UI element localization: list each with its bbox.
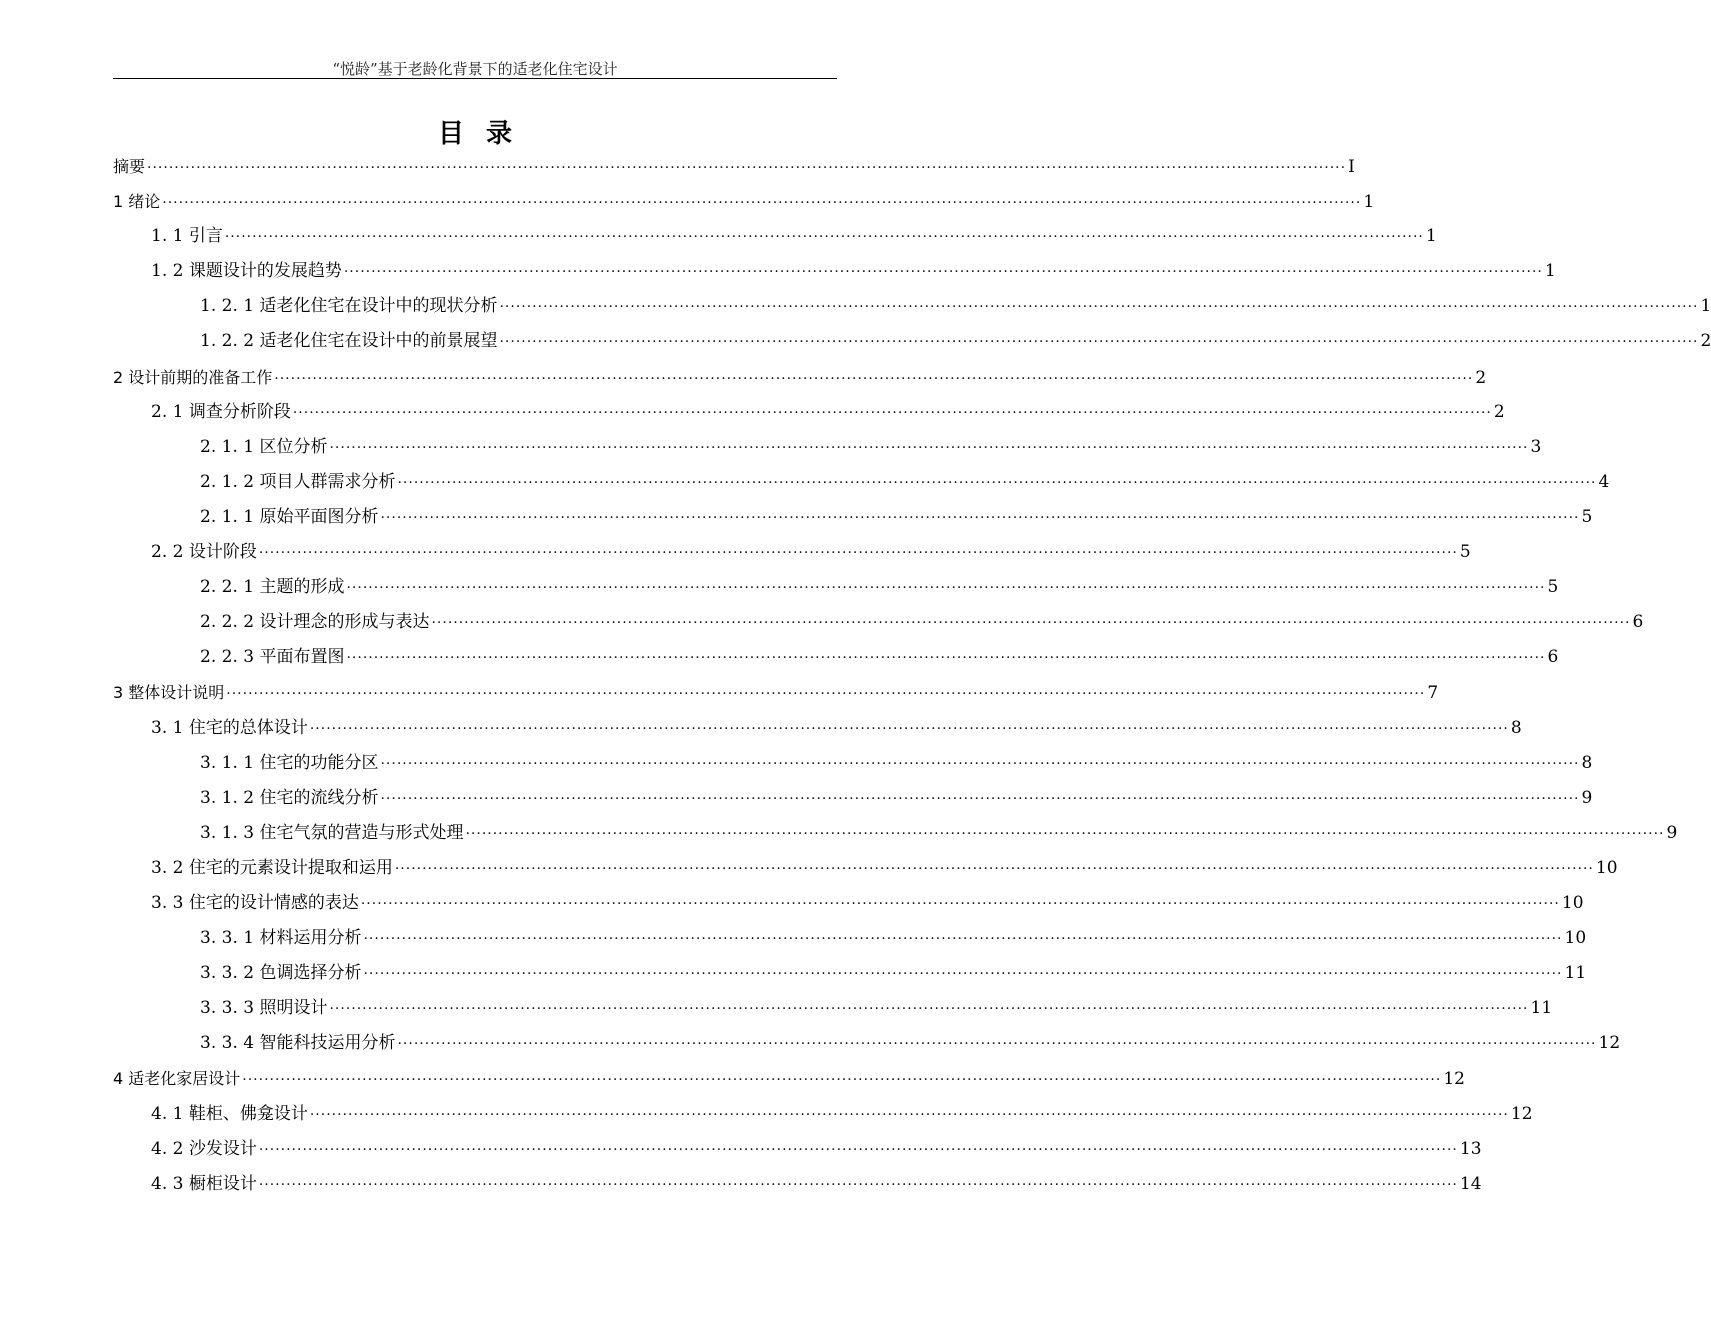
toc-entry-label: 3 整体设计说明 (113, 683, 225, 703)
toc-entry-label: 3. 1 住宅的总体设计 (151, 717, 308, 738)
toc-entry-page-number: 10 (1561, 892, 1584, 913)
toc-entry-label: 2. 1. 1 区位分析 (200, 436, 328, 457)
toc-entry-page-number: 2 (1475, 367, 1487, 388)
toc-entry-page-number: 5 (1581, 506, 1593, 527)
toc-entry-label: 3. 1. 2 住宅的流线分析 (200, 787, 379, 808)
toc-entry[interactable] (113, 851, 1618, 886)
toc-entry[interactable] (113, 500, 1593, 535)
toc-entry-page-number: 11 (1564, 963, 1587, 984)
dot-leader: ···························································································································································································································· (346, 580, 1546, 597)
toc-entry-label: 2. 1. 1 原始平面图分析 (200, 506, 379, 527)
dot-leader: ···························································································································································································································· (499, 299, 1699, 316)
dot-leader: ···························································································································································································································· (380, 790, 1580, 807)
dot-leader: ···························································································································································································································· (380, 509, 1580, 526)
toc-entry-page-number: 5 (1547, 577, 1559, 598)
toc-entry[interactable] (113, 219, 1437, 254)
toc-entry-label: 4 适老化家居设计 (113, 1069, 241, 1089)
toc-heading: 目录 (437, 119, 534, 149)
toc-entry-label: 3. 3. 2 色调选择分析 (200, 963, 362, 984)
toc-entry-page-number: 1 (1544, 261, 1556, 282)
toc-entry-page-number: 1 (1700, 296, 1711, 317)
toc-entry[interactable] (113, 289, 1711, 324)
dot-leader: ···························································································································································································································· (258, 1141, 1458, 1158)
dot-leader: ···························································································································································································································· (224, 229, 1424, 246)
toc-entry[interactable] (113, 675, 1439, 710)
toc-entry-label: 摘要 (113, 157, 146, 176)
toc-entry-label: 3. 1. 3 住宅气氛的营造与形式处理 (200, 822, 464, 843)
toc-entry-label: 2. 1. 2 项目人群需求分析 (200, 471, 396, 492)
toc-entry-label: 2. 2 设计阶段 (151, 542, 257, 563)
toc-entry-page-number: I (1348, 157, 1355, 177)
dot-leader: ···························································································································································································································· (309, 720, 1509, 737)
toc-entry-page-number: 8 (1510, 717, 1522, 738)
toc-entry-page-number: 1 (1425, 226, 1437, 247)
dot-leader: ···························································································································································································································· (258, 545, 1458, 562)
toc-entry[interactable] (113, 605, 1644, 640)
toc-entry[interactable] (113, 149, 1355, 184)
toc-entry[interactable] (113, 711, 1522, 746)
toc-entry[interactable] (113, 1167, 1482, 1202)
toc-entry-label: 1. 2. 1 适老化住宅在设计中的现状分析 (200, 296, 498, 317)
toc-entry-page-number: 1 (1363, 192, 1375, 213)
toc-entry[interactable] (113, 640, 1559, 675)
toc-entry-label: 1. 2 课题设计的发展趋势 (151, 261, 342, 282)
toc-entry-page-number: 9 (1666, 822, 1678, 843)
toc-entry-label: 3. 3. 4 智能科技运用分析 (200, 1033, 396, 1054)
toc-entry-page-number: 12 (1443, 1069, 1465, 1090)
dot-leader: ···························································································································································································································· (499, 334, 1699, 351)
toc-entry[interactable] (113, 781, 1593, 816)
toc-entry-label: 3. 3. 1 材料运用分析 (200, 928, 362, 949)
dot-leader: ···························································································································································································································· (363, 966, 1563, 983)
dot-leader: ···························································································································································································································· (346, 650, 1546, 667)
dot-leader: ···························································································································································································································· (274, 370, 1474, 387)
toc-entry[interactable] (113, 535, 1471, 570)
toc-entry-page-number: 7 (1427, 683, 1439, 704)
toc-entry-label: 3. 3 住宅的设计情感的表达 (151, 892, 359, 913)
dot-leader: ···························································································································································································································· (397, 1036, 1597, 1053)
toc-entry[interactable] (113, 184, 1375, 219)
dot-leader: ···························································································································································································································· (363, 931, 1563, 948)
table-of-contents (113, 149, 1711, 1202)
toc-entry-label: 4. 3 橱柜设计 (151, 1173, 257, 1194)
toc-entry-label: 2. 2. 2 设计理念的形成与表达 (200, 612, 430, 633)
toc-entry[interactable] (113, 1061, 1465, 1096)
toc-entry-page-number: 9 (1581, 787, 1593, 808)
toc-entry-page-number: 5 (1459, 542, 1471, 563)
toc-entry[interactable] (113, 1132, 1482, 1167)
toc-entry[interactable] (113, 1097, 1533, 1132)
toc-entry-label: 1. 1 引言 (151, 226, 223, 247)
toc-entry[interactable] (113, 360, 1487, 395)
toc-entry-page-number: 10 (1595, 857, 1618, 878)
toc-entry-label: 2 设计前期的准备工作 (113, 367, 273, 387)
toc-entry-page-number: 8 (1581, 752, 1593, 773)
toc-entry-page-number: 12 (1510, 1103, 1533, 1124)
toc-entry-page-number: 6 (1547, 647, 1559, 668)
toc-entry-page-number: 13 (1459, 1138, 1482, 1159)
toc-entry-page-number: 2 (1493, 401, 1505, 422)
toc-entry-label: 4. 1 鞋柜、佛龛设计 (151, 1103, 308, 1124)
toc-entry-page-number: 11 (1530, 998, 1553, 1019)
toc-entry[interactable] (113, 570, 1559, 605)
toc-entry[interactable] (113, 816, 1678, 851)
dot-leader: ···························································································································································································································· (329, 439, 1529, 456)
toc-entry-page-number: 14 (1459, 1173, 1482, 1194)
running-header-title: “悦龄”基于老龄化背景下的适老化住宅设计 (332, 60, 618, 78)
dot-leader: ···························································································································································································································· (258, 1176, 1458, 1193)
dot-leader: ···························································································································································································································· (465, 825, 1665, 842)
toc-entry[interactable] (113, 465, 1610, 500)
toc-entry-label: 2. 2. 1 主题的形成 (200, 577, 345, 598)
toc-entry-label: 1 绪论 (113, 192, 161, 212)
dot-leader: ···························································································································································································································· (162, 195, 1362, 212)
toc-entry-label: 2. 2. 3 平面布置图 (200, 647, 345, 668)
toc-entry-label: 3. 2 住宅的元素设计提取和运用 (151, 857, 393, 878)
toc-entry[interactable] (113, 921, 1587, 956)
toc-entry[interactable] (113, 886, 1584, 921)
dot-leader: ···························································································································································································································· (397, 474, 1597, 491)
dot-leader: ···························································································································································································································· (309, 1106, 1509, 1123)
toc-entry-page-number: 3 (1530, 436, 1542, 457)
toc-entry[interactable] (113, 746, 1593, 781)
toc-entry-label: 1. 2. 2 适老化住宅在设计中的前景展望 (200, 331, 498, 352)
toc-entry[interactable] (113, 956, 1587, 991)
toc-entry[interactable] (113, 324, 1711, 359)
dot-leader: ···························································································································································································································· (431, 615, 1631, 632)
toc-entry-label: 3. 1. 1 住宅的功能分区 (200, 752, 379, 773)
toc-entry-label: 4. 2 沙发设计 (151, 1138, 257, 1159)
toc-entry-page-number: 2 (1700, 331, 1711, 352)
toc-entry-page-number: 4 (1598, 471, 1610, 492)
toc-entry-page-number: 10 (1564, 928, 1587, 949)
dot-leader: ···························································································································································································································· (380, 755, 1580, 772)
dot-leader: ···························································································································································································································· (343, 264, 1543, 281)
header-divider (113, 78, 837, 79)
dot-leader: ···························································································································································································································· (147, 160, 1347, 176)
toc-entry[interactable] (113, 991, 1553, 1026)
toc-entry-page-number: 6 (1632, 612, 1644, 633)
toc-entry-label: 3. 3. 3 照明设计 (200, 998, 328, 1019)
dot-leader: ···························································································································································································································· (226, 686, 1426, 703)
toc-entry[interactable] (113, 395, 1505, 430)
toc-entry-page-number: 12 (1598, 1033, 1621, 1054)
dot-leader: ···························································································································································································································· (242, 1072, 1442, 1089)
toc-entry-label: 2. 1 调查分析阶段 (151, 401, 291, 422)
toc-entry[interactable] (113, 254, 1556, 289)
dot-leader: ···························································································································································································································· (394, 860, 1594, 877)
toc-entry[interactable] (113, 430, 1542, 465)
toc-entry[interactable] (113, 1026, 1621, 1061)
dot-leader: ···························································································································································································································· (292, 404, 1492, 421)
dot-leader: ···························································································································································································································· (360, 895, 1560, 912)
dot-leader: ···························································································································································································································· (329, 1001, 1529, 1018)
